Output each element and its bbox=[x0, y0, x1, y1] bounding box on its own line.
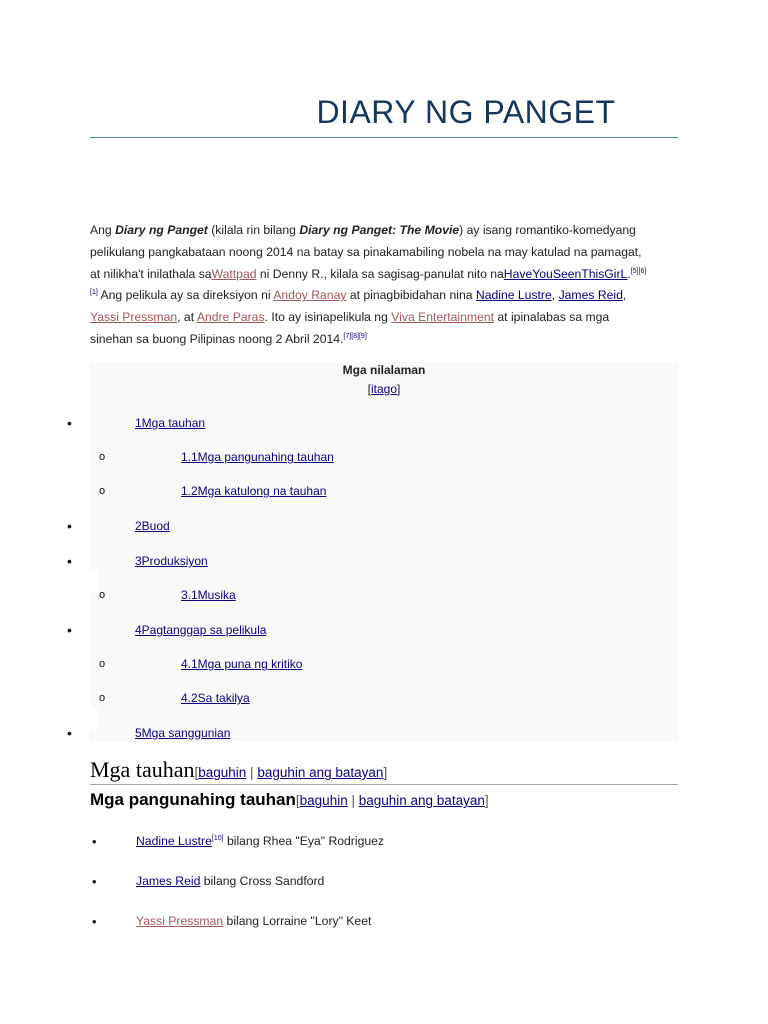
intro-text: at ipinalabas sa mga sinehan sa buong Pilipinas noong 2 Abril 2014. bbox=[90, 310, 610, 346]
edit-link[interactable]: baguhin bbox=[299, 793, 348, 808]
link-andre-paras[interactable]: Andre Paras bbox=[196, 310, 265, 325]
link-viva-entertainment[interactable]: Viva Entertainment bbox=[391, 310, 495, 325]
bullet-circle-icon: o bbox=[99, 692, 106, 704]
intro-text: , bbox=[551, 288, 559, 303]
bracket: [ bbox=[194, 765, 199, 780]
bullet-circle-icon: o bbox=[99, 485, 106, 497]
bullet-disc-icon: • bbox=[67, 415, 72, 431]
edit-section-links bbox=[194, 765, 387, 780]
edit-link[interactable]: baguhin bbox=[198, 765, 247, 780]
section-heading-text: Mga tauhan bbox=[90, 757, 195, 782]
toc-link[interactable]: 4.2Sa takilya bbox=[181, 691, 250, 705]
edit-source-link[interactable]: baguhin ang batayan bbox=[257, 765, 384, 780]
link-nadine-lustre[interactable]: Nadine Lustre bbox=[475, 288, 552, 303]
cast-entry bbox=[136, 834, 384, 848]
film-title: Diary ng Panget bbox=[115, 223, 208, 237]
toc-link[interactable]: 1.2Mga katulong na tauhan bbox=[181, 484, 327, 498]
toc-toggle bbox=[90, 382, 678, 396]
toc-link[interactable]: 4.1Mga puna ng kritiko bbox=[181, 657, 303, 671]
separator: | bbox=[246, 765, 258, 780]
subsection-heading-pangunahing-tauhan bbox=[90, 790, 489, 810]
bullet-disc-icon: • bbox=[92, 834, 97, 849]
toc-link[interactable]: 1.1Mga pangunahing tauhan bbox=[181, 450, 334, 464]
section-divider bbox=[90, 784, 678, 785]
cast-role: bilang Cross Sandford bbox=[200, 874, 325, 888]
edit-section-links bbox=[296, 793, 489, 808]
intro-text: Ang pelikula ay sa direksiyon ni bbox=[97, 288, 274, 303]
cast-role: bilang Rhea "Eya" Rodriguez bbox=[223, 834, 384, 848]
toc-link[interactable]: 1Mga tauhan bbox=[135, 416, 206, 430]
section-heading-mga-tauhan bbox=[90, 757, 387, 783]
cast-entry bbox=[136, 914, 371, 928]
bullet-disc-icon: • bbox=[67, 518, 72, 534]
intro-paragraph bbox=[90, 220, 650, 351]
cast-actor-link[interactable]: Nadine Lustre bbox=[136, 834, 212, 848]
reference-link[interactable]: [10] bbox=[211, 834, 224, 842]
intro-text: ) ay isang romantiko-komedyang pelikulang pangkabataan noong 2014 na batay sa pinakamabiling nobela na may katulad na pamagat, at nilikha't inilathala sa bbox=[90, 223, 642, 281]
link-wattpad[interactable]: Wattpad bbox=[211, 266, 257, 281]
intro-text: at pinagbibidahan nina bbox=[346, 288, 476, 303]
reference-link[interactable]: [5][6][1] bbox=[90, 267, 647, 297]
intro-text: , bbox=[622, 288, 627, 303]
toc-title: Mga nilalaman bbox=[342, 363, 426, 377]
bullet-disc-icon: • bbox=[67, 725, 72, 741]
intro-text: ni Denny R., kilala sa sagisag-panulat nito na bbox=[256, 266, 504, 281]
intro-text: . Ito ay isinapelikula ng bbox=[264, 310, 392, 325]
bullet-disc-icon: • bbox=[92, 914, 97, 929]
toc-toggle-bracket: ] bbox=[397, 382, 401, 396]
intro-text: . bbox=[627, 266, 631, 281]
cast-entry bbox=[136, 874, 324, 888]
bullet-circle-icon: o bbox=[99, 451, 106, 463]
cast-role: bilang Lorraine "Lory" Keet bbox=[223, 914, 372, 928]
toc-gap bbox=[90, 570, 98, 592]
title-divider bbox=[90, 137, 678, 138]
cast-actor-link[interactable]: James Reid bbox=[136, 874, 201, 888]
bullet-circle-icon: o bbox=[99, 589, 106, 601]
bullet-circle-icon: o bbox=[99, 658, 106, 670]
separator: | bbox=[347, 793, 359, 808]
page-title: DIARY NG PANGET bbox=[316, 94, 616, 130]
link-yassi-pressman[interactable]: Yassi Pressman bbox=[90, 310, 178, 325]
toc-link[interactable]: 4Pagtanggap sa pelikula bbox=[135, 623, 267, 637]
edit-source-link[interactable]: baguhin ang batayan bbox=[358, 793, 485, 808]
toc-link[interactable]: 3Produksiyon bbox=[135, 554, 208, 568]
toc-hide-link[interactable]: itago bbox=[370, 382, 398, 396]
link-andoy-ranay[interactable]: Andoy Ranay bbox=[273, 288, 347, 303]
bullet-disc-icon: • bbox=[92, 874, 97, 889]
toc-link[interactable]: 2Buod bbox=[135, 519, 170, 533]
link-haveyouseenthisgirl[interactable]: HaveYouSeenThisGirL bbox=[503, 266, 628, 281]
toc-link[interactable]: 5Mga sanggunian bbox=[135, 726, 231, 740]
intro-text: (kilala rin bilang bbox=[207, 223, 300, 237]
film-alt-title: Diary ng Panget: The Movie bbox=[299, 223, 460, 237]
bracket: ] bbox=[383, 765, 388, 780]
intro-text: , at bbox=[177, 310, 197, 325]
bullet-disc-icon: • bbox=[67, 553, 72, 569]
toc-toggle-bracket: [ bbox=[367, 382, 371, 396]
link-james-reid[interactable]: James Reid bbox=[558, 288, 623, 303]
toc-link[interactable]: 3.1Musika bbox=[181, 588, 236, 602]
bracket: ] bbox=[484, 793, 489, 808]
intro-text: Ang bbox=[90, 223, 116, 237]
reference-link[interactable]: [7][8][9] bbox=[343, 332, 367, 340]
cast-actor-link[interactable]: Yassi Pressman bbox=[136, 914, 224, 928]
subsection-heading-text: Mga pangunahing tauhan bbox=[90, 790, 296, 809]
toc-gap bbox=[90, 708, 98, 730]
bracket: [ bbox=[295, 793, 300, 808]
bullet-disc-icon: • bbox=[67, 622, 72, 638]
